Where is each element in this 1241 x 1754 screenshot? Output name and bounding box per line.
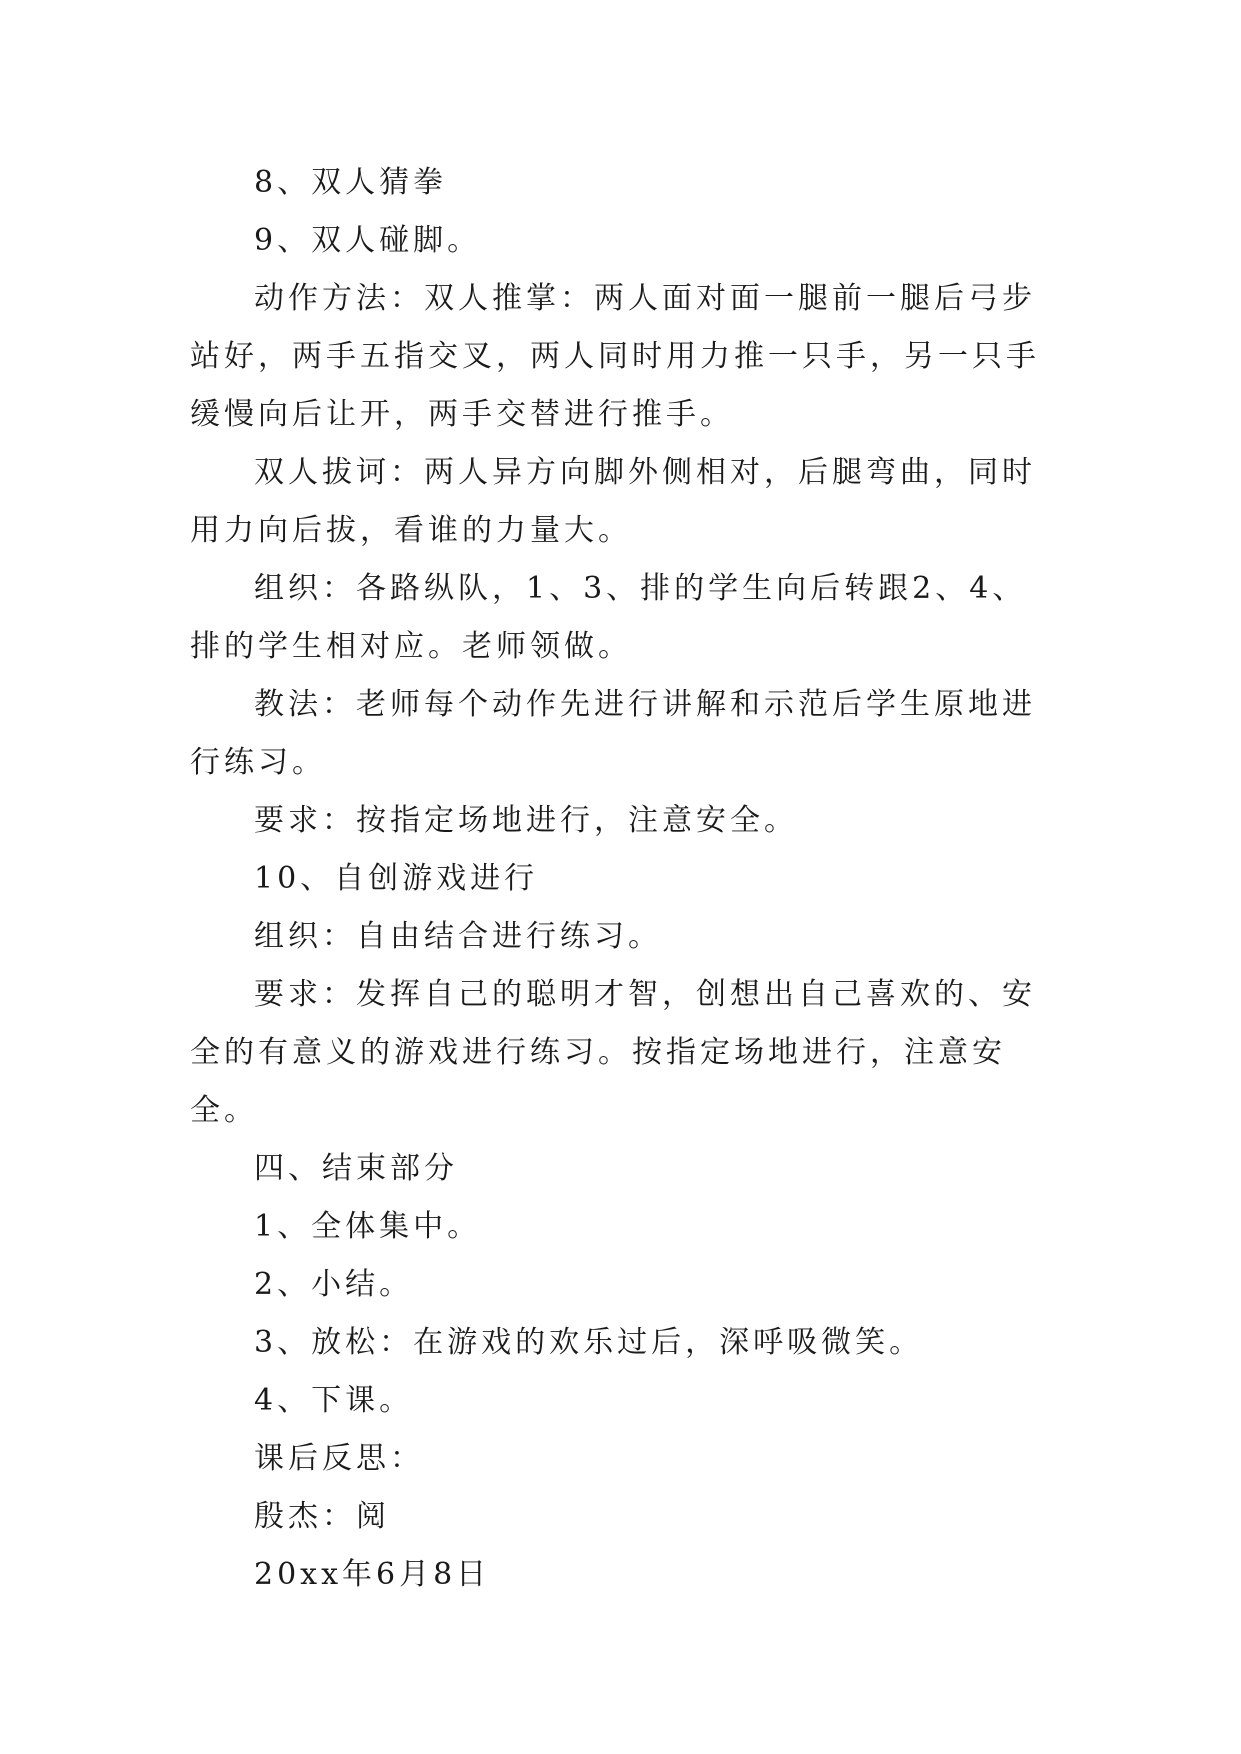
paragraph: 教法：老师每个动作先进行讲解和示范后学生原地进行练习。 <box>190 687 1036 780</box>
list-item: 3、放松：在游戏的欢乐过后，深呼吸微笑。 <box>254 1325 924 1360</box>
paragraph: 要求：按指定场地进行，注意安全。 <box>254 803 798 838</box>
section-item: 10、自创游戏进行 <box>254 861 539 896</box>
list-item: 2、小结。 <box>254 1267 414 1302</box>
paragraph: 组织：各路纵队，1、3、排的学生向后转跟2、4、排的学生相对应。老师领做。 <box>190 571 1027 664</box>
paragraph: 组织：自由结合进行练习。 <box>254 919 662 954</box>
paragraph: 动作方法：双人推掌：两人面对面一腿前一腿后弓步站好，两手五指交叉，两人同时用力推一只手，另一只手缓慢向后让开，两手交替进行推手。 <box>190 281 1040 432</box>
paragraph: 双人拔诃：两人异方向脚外侧相对，后腿弯曲，同时用力向后拔，看谁的力量大。 <box>190 455 1036 548</box>
list-item: 4、下课。 <box>254 1383 414 1418</box>
paragraph: 9、双人碰脚。 <box>254 223 482 258</box>
list-item: 1、全体集中。 <box>254 1209 482 1244</box>
reflection-label: 课后反思： <box>254 1441 424 1476</box>
document-date: 20xx年6月8日 <box>254 1557 491 1592</box>
paragraph: 要求：发挥自己的聪明才智，创想出自己喜欢的、安全的有意义的游戏进行练习。按指定场地进行，注意安全。 <box>190 977 1036 1128</box>
reviewer-signature: 殷杰：阅 <box>254 1499 390 1534</box>
document-body <box>190 154 1052 1604</box>
section-heading: 四、结束部分 <box>254 1151 458 1186</box>
paragraph: 8、双人猜拳 <box>254 165 448 200</box>
